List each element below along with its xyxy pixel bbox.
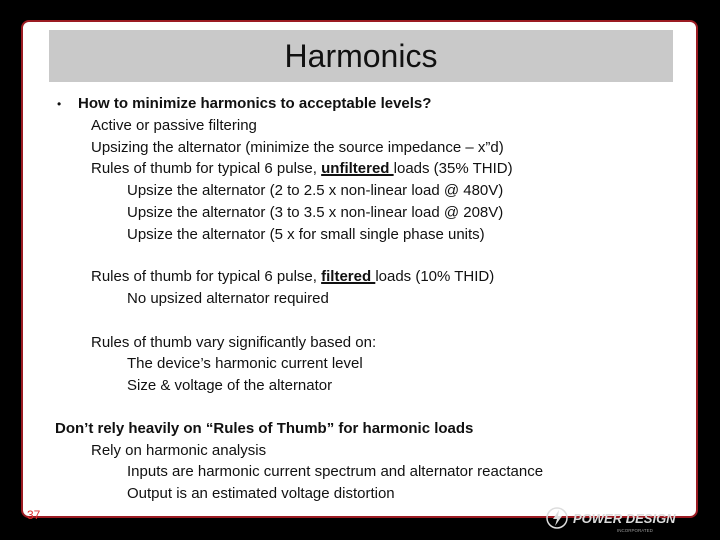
bullet-icon: • xyxy=(57,97,62,111)
sub-list-item: Size & voltage of the alternator xyxy=(127,377,333,394)
slide-title: Harmonics xyxy=(284,37,438,74)
dont-rely-heading: Don’t rely heavily on “Rules of Thumb” for harmonic loads xyxy=(55,420,474,437)
rule-unfiltered xyxy=(91,160,513,178)
sub-list-item: Inputs are harmonic current spectrum and alternator reactance xyxy=(127,463,544,480)
logo-subtext: INCORPORATED xyxy=(617,528,653,533)
sub-list-item: Upsize the alternator (5 x for small single phase units) xyxy=(127,226,485,243)
heading: How to minimize harmonics to acceptable levels? xyxy=(78,95,432,112)
rule-filtered xyxy=(91,268,494,286)
sub-list-item: Upsize the alternator (3 to 3.5 x non-linear load @ 208V) xyxy=(127,204,504,221)
lightning-icon xyxy=(553,510,562,526)
vary-heading: Rules of thumb vary significantly based on: xyxy=(91,334,377,351)
rule-filtered-after: loads (10% THID) xyxy=(375,268,495,285)
page-number: 37 xyxy=(27,508,41,522)
rule-unfiltered-emph: unfiltered xyxy=(321,160,394,177)
sub-list-item: No upsized alternator required xyxy=(127,290,329,307)
title-bar xyxy=(49,30,673,82)
rule-filtered-before: Rules of thumb for typical 6 pulse, xyxy=(91,268,322,285)
sub-list-item: Output is an estimated voltage distortion xyxy=(127,485,395,502)
logo-text: POWER DESIGN xyxy=(573,511,676,526)
list-item: Upsizing the alternator (minimize the source impedance – x”d) xyxy=(91,139,504,156)
rule-unfiltered-before: Rules of thumb for typical 6 pulse, xyxy=(91,160,322,177)
power-design-logo xyxy=(545,505,705,535)
list-item: Active or passive filtering xyxy=(91,117,257,134)
sub-list-item: The device’s harmonic current level xyxy=(127,355,363,372)
rule-unfiltered-after: loads (35% THID) xyxy=(393,160,513,177)
sub-list-item: Upsize the alternator (2 to 2.5 x non-linear load @ 480V) xyxy=(127,182,504,199)
rule-filtered-emph: filtered xyxy=(321,268,376,285)
list-item: Rely on harmonic analysis xyxy=(91,442,267,459)
